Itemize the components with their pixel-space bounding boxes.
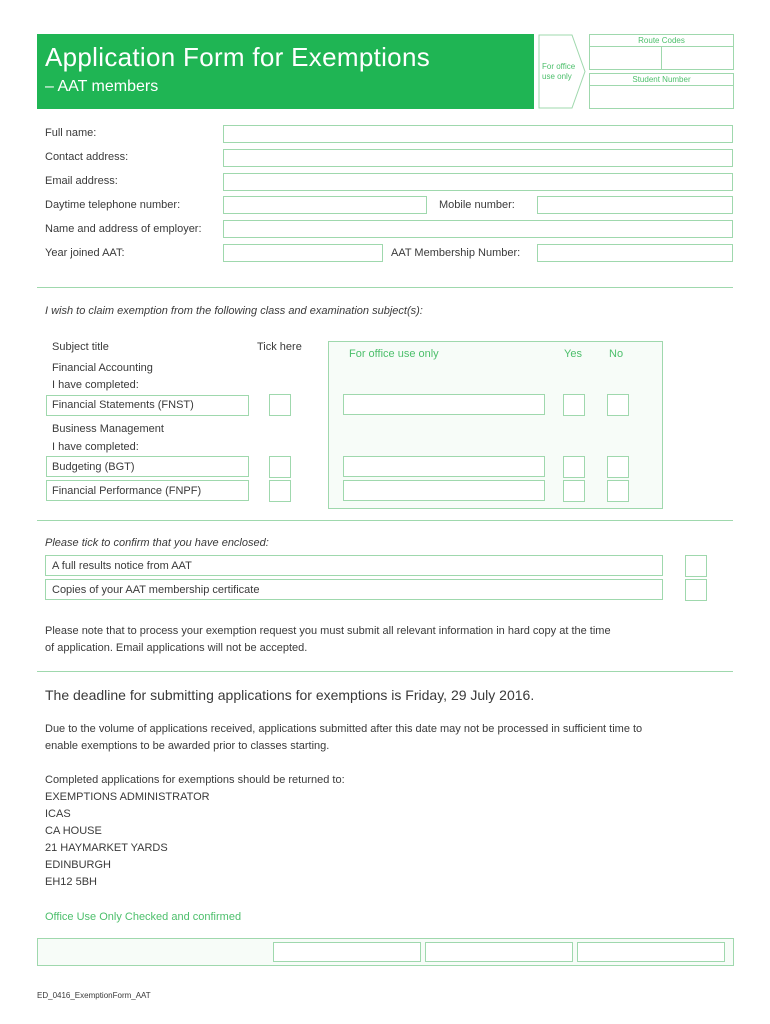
route-code-field-2[interactable] [661, 46, 734, 70]
divider [37, 520, 733, 521]
tick-checkbox[interactable] [269, 456, 291, 478]
year-joined-field[interactable] [223, 244, 383, 262]
enclosed-checkbox[interactable] [685, 579, 707, 601]
divider [37, 287, 733, 288]
no-checkbox [607, 480, 629, 502]
exemption-intro: I wish to claim exemption from the following class and examination subject(s): [45, 305, 423, 317]
group-name: Financial Accounting [52, 362, 153, 374]
hard-copy-note: Please note that to process your exemption request you must submit all relevant information in hard copy at the time of application. Email applications will not be accepted. [45, 625, 611, 654]
deadline-heading: The deadline for submitting applications for exemptions is Friday, 29 July 2016. [45, 687, 535, 703]
enclosed-item-label: A full results notice from AAT [52, 560, 192, 572]
office-use-header: For office use only [349, 348, 439, 360]
daytime-phone-field[interactable] [223, 196, 427, 214]
employer-field[interactable] [223, 220, 733, 238]
full-name-label: Full name: [45, 127, 97, 139]
title-banner [37, 34, 534, 109]
subject-label: Financial Performance (FNPF) [52, 485, 202, 497]
address-line: EXEMPTIONS ADMINISTRATOR [45, 791, 210, 803]
full-name-field[interactable] [223, 125, 733, 143]
tick-checkbox[interactable] [269, 394, 291, 416]
daytime-phone-label: Daytime telephone number: [45, 199, 181, 211]
mobile-number-label: Mobile number: [439, 199, 515, 211]
office-checked-field-3 [577, 942, 725, 962]
route-code-field-1[interactable] [589, 46, 662, 70]
enclosed-checkbox[interactable] [685, 555, 707, 577]
student-number-field[interactable] [589, 85, 734, 109]
mobile-number-field[interactable] [537, 196, 733, 214]
no-checkbox [607, 456, 629, 478]
completed-label: I have completed: [52, 441, 139, 453]
office-use-label: For office use only [542, 62, 576, 81]
yes-checkbox [563, 480, 585, 502]
office-checked-field-1 [273, 942, 421, 962]
address-line: ICAS [45, 808, 71, 820]
address-line: EDINBURGH [45, 859, 112, 871]
divider [37, 671, 733, 672]
enclosed-item-label: Copies of your AAT membership certificate [52, 584, 260, 596]
contact-address-field[interactable] [223, 149, 733, 167]
subject-label: Budgeting (BGT) [52, 461, 135, 473]
student-number-label: Student Number [632, 75, 691, 84]
page-title: Application Form for Exemptions [45, 42, 431, 72]
completed-label: I have completed: [52, 379, 139, 391]
tick-checkbox[interactable] [269, 480, 291, 502]
deadline-paragraph: Due to the volume of applications received, applications submitted after this date may not be processed in sufficient time to enable exemptions to be awarded prior to classes starting. [45, 723, 643, 752]
employer-label: Name and address of employer: [45, 223, 202, 235]
tick-here-header: Tick here [257, 341, 302, 353]
address-line: CA HOUSE [45, 825, 102, 837]
address-line: 21 HAYMARKET YARDS [45, 842, 168, 854]
office-notes-field [343, 394, 545, 415]
membership-number-label: AAT Membership Number: [391, 247, 521, 259]
page-subtitle: – AAT members [45, 78, 159, 95]
footer-code: ED_0416_ExemptionForm_AAT [37, 991, 151, 1000]
email-address-field[interactable] [223, 173, 733, 191]
subject-title-header: Subject title [52, 341, 109, 353]
return-address-block [45, 772, 345, 891]
office-checked-label: Office Use Only Checked and confirmed [45, 911, 242, 923]
yes-checkbox [563, 394, 585, 416]
return-intro: Completed applications for exemptions should be returned to: [45, 774, 345, 786]
office-checked-field-2 [425, 942, 573, 962]
enclosed-intro: Please tick to confirm that you have enclosed: [45, 537, 269, 549]
year-joined-label: Year joined AAT: [45, 247, 125, 259]
no-checkbox [607, 394, 629, 416]
group-name: Business Management [52, 423, 164, 435]
email-address-label: Email address: [45, 175, 118, 187]
address-line: EH12 5BH [45, 876, 97, 888]
yes-header: Yes [564, 348, 582, 360]
membership-number-field[interactable] [537, 244, 733, 262]
office-notes-field [343, 480, 545, 501]
yes-checkbox [563, 456, 585, 478]
subject-label: Financial Statements (FNST) [52, 399, 194, 411]
no-header: No [609, 348, 624, 360]
contact-address-label: Contact address: [45, 151, 129, 163]
route-codes-label: Route Codes [638, 36, 685, 45]
office-notes-field [343, 456, 545, 477]
